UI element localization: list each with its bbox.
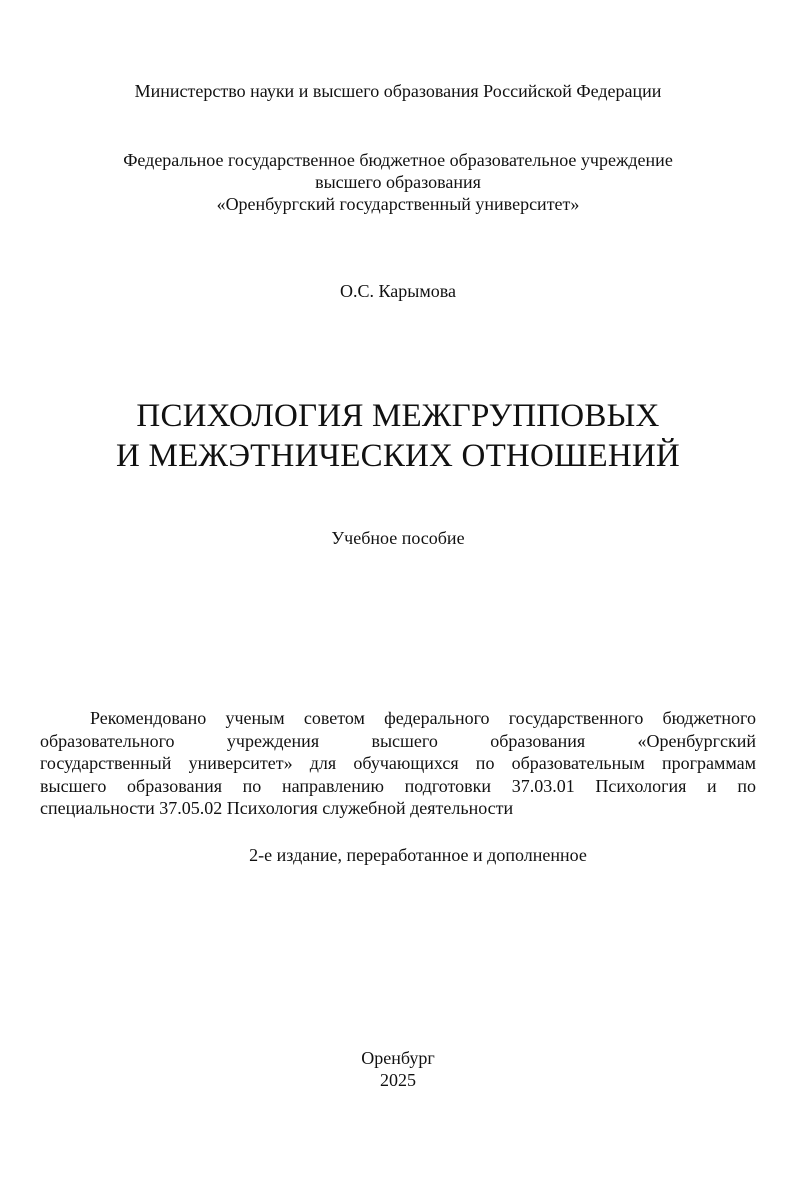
city: Оренбург xyxy=(361,1048,435,1068)
author: О.С. Карымова xyxy=(340,281,456,301)
ministry-name: Министерство науки и высшего образования Российской Федерации xyxy=(134,81,662,101)
institution-line-1: Федеральное государственное бюджетное образовательное учреждение xyxy=(123,150,673,170)
edition-note: 2-е издание, переработанное и дополненное xyxy=(249,845,587,865)
book-title-line-1: ПСИХОЛОГИЯ МЕЖГРУППОВЫХ xyxy=(136,398,660,434)
book-title-line-2: И МЕЖЭТНИЧЕСКИХ ОТНОШЕНИЙ xyxy=(116,438,680,474)
recommendation-paragraph xyxy=(40,707,756,820)
recommendation-line: государственный университет» для обучающихся по образовательным программам xyxy=(40,753,756,773)
institution-line-3: «Оренбургский государственный университет» xyxy=(216,194,580,214)
year: 2025 xyxy=(380,1070,416,1090)
recommendation-line: образовательного учреждения высшего образования «Оренбургский xyxy=(40,730,756,751)
recommendation-line: высшего образования по направлению подготовки 37.03.01 Психология и по xyxy=(40,775,756,796)
institution-line-2: высшего образования xyxy=(315,172,481,192)
recommendation-line: специальности 37.05.02 Психология служебной деятельности xyxy=(40,798,514,818)
recommendation-line: Рекомендовано ученым советом федерального государственного бюджетного xyxy=(90,708,756,728)
document-type: Учебное пособие xyxy=(331,528,465,548)
